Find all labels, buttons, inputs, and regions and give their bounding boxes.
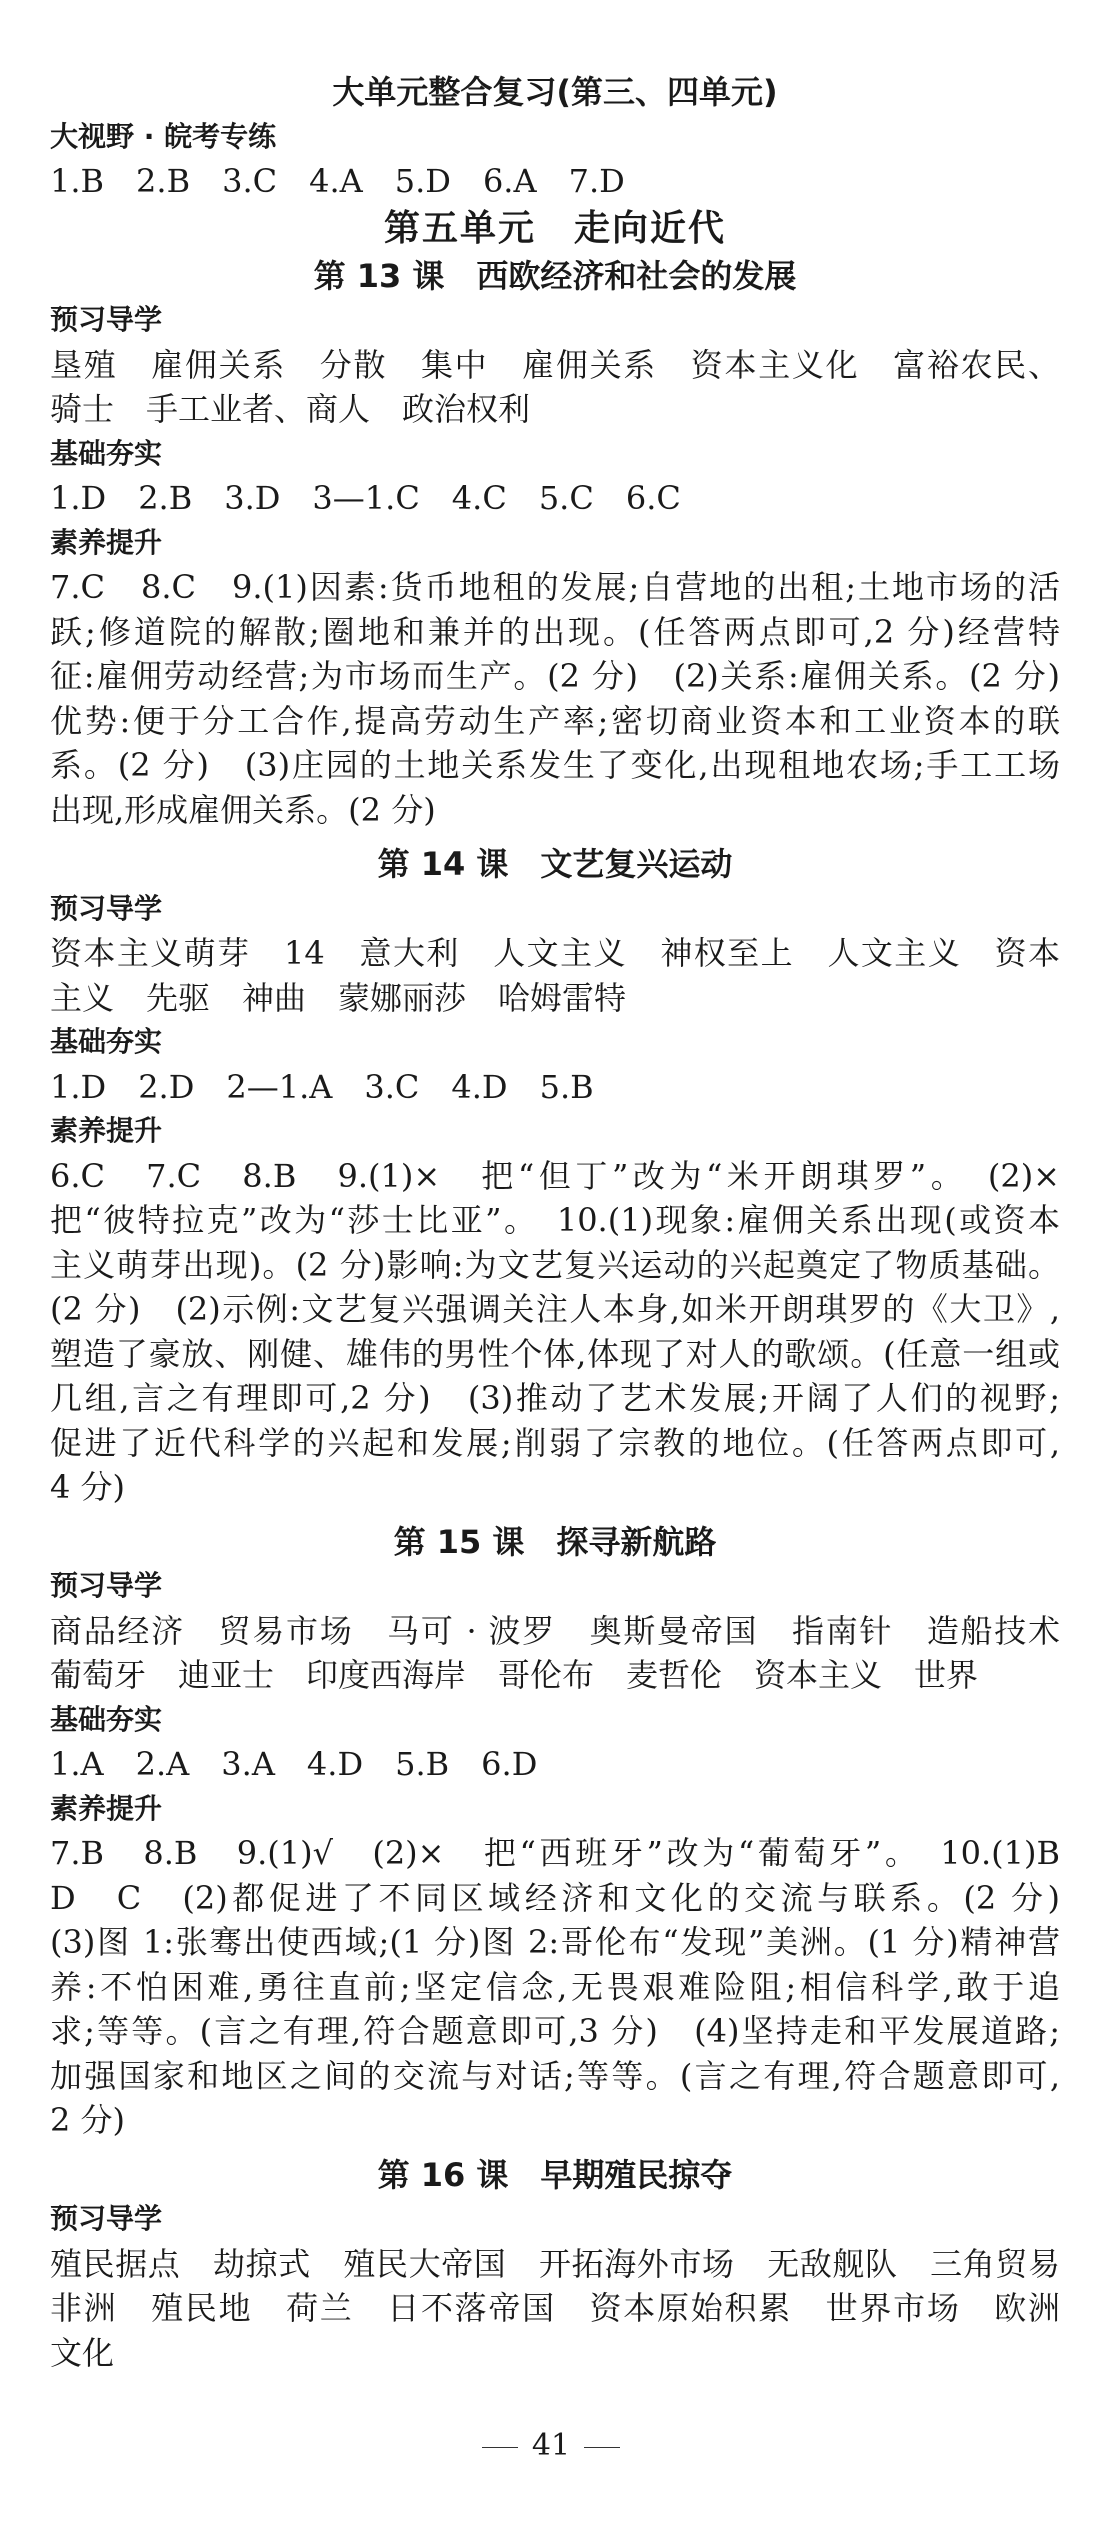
improve-line: 几组,言之有理即可,2 分) (3)推动了艺术发展;开阔了人们的视野; (50, 1379, 1060, 1417)
preview-label: 预习导学 (50, 303, 163, 336)
lessons-container (50, 254, 1060, 2376)
improve-line: 塑造了豪放、刚健、雄伟的男性个体,体现了对人的歌颂。(任意一组或 (50, 1334, 1060, 1373)
improve-label: 素养提升 (50, 1114, 163, 1147)
improve-line: 加强国家和地区之间的交流与对话;等等。(言之有理,符合题意即可, (50, 2056, 1060, 2095)
preview-line: 非洲 殖民地 荷兰 日不落帝国 资本原始积累 世界市场 欧洲 (50, 2289, 1060, 2327)
preview-line: 资本主义萌芽 14 意大利 人文主义 神权至上 人文主义 资本 (50, 934, 1060, 972)
improve-line: 主义萌芽出现)。(2 分)影响:为文艺复兴运动的兴起奠定了物质基础。 (50, 1245, 1060, 1284)
improve-label: 素养提升 (50, 525, 163, 559)
improve-line: D C (2)都促进了不同区域经济和文化的交流与联系。(2 分) (50, 1878, 1060, 1917)
preview-line: 殖民据点 劫掠式 殖民大帝国 开拓海外市场 无敌舰队 三角贸易 (50, 2244, 1060, 2283)
preview-line: 商品经济 贸易市场 马可 · 波罗 奥斯曼帝国 指南针 造船技术 (50, 1611, 1060, 1650)
review-title: 大单元整合复习(第三、四单元) (332, 73, 778, 111)
improve-line: 2 分) (50, 2101, 126, 2139)
footer-dash-right (584, 2447, 620, 2448)
basic-line: 1.D 2.D 2—1.A 3.C 4.D 5.B (50, 1067, 594, 1106)
footer-dash-left (482, 2447, 518, 2448)
lesson-title: 第 16 课 早期殖民掠夺 (377, 2155, 733, 2194)
lesson-title: 第 13 课 西欧经济和社会的发展 (313, 256, 797, 295)
improve-line: (3)图 1:张骞出使西域;(1 分)图 2:哥伦布“发现”美洲。(1 分)精神营 (50, 1923, 1060, 1961)
preview-line: 文化 (50, 2333, 115, 2372)
preview-line: 骑士 手工业者、商人 政治权利 (50, 390, 531, 428)
preview-line: 主义 先驱 神曲 蒙娜丽莎 哈姆雷特 (50, 978, 627, 1017)
preview-label: 预习导学 (50, 891, 163, 925)
basic-label: 基础夯实 (50, 1025, 163, 1058)
answer-page (50, 70, 1060, 2375)
improve-line: 跃;修道院的解散;圈地和兼并的出现。(任答两点即可,2 分)经营特 (50, 612, 1060, 651)
page-number: 41 (531, 2428, 571, 2463)
improve-line: 养:不怕困难,勇往直前;坚定信念,无畏艰难险阻;相信科学,敢于追 (50, 1967, 1060, 2006)
lesson-title: 第 15 课 探寻新航路 (393, 1522, 717, 1561)
basic-line: 1.D 2.B 3.D 3—1.C 4.C 5.C 6.C (50, 479, 681, 517)
improve-line: 优势:便于分工合作,提高劳动生产率;密切商业资本和工业资本的联 (50, 701, 1060, 740)
preview-label: 预习导学 (50, 2202, 163, 2235)
improve-line: 求;等等。(言之有理,符合题意即可,3 分) (4)坚持走和平发展道路; (50, 2012, 1060, 2050)
improve-line: 促进了近代科学的兴起和发展;削弱了宗教的地位。(任答两点即可, (50, 1423, 1060, 1462)
preview-label: 预习导学 (50, 1569, 163, 1602)
improve-label: 素养提升 (50, 1791, 163, 1825)
review-section-label: 大视野 · 皖考专练 (50, 119, 277, 153)
improve-line: (2 分) (2)示例:文艺复兴强调关注人本身,如米开朗琪罗的《大卫》, (50, 1290, 1060, 1328)
improve-line: 出现,形成雇佣关系。(2 分) (50, 790, 436, 829)
page-footer (0, 2426, 1102, 2466)
improve-line: 6.C 7.C 8.B 9.(1)× 把“但丁”改为“米开朗琪罗”。 (2)× (50, 1156, 1060, 1195)
lesson-title: 第 14 课 文艺复兴运动 (377, 845, 733, 883)
improve-line: 征:雇佣劳动经营;为市场而生产。(2 分) (2)关系:雇佣关系。(2 分) (50, 657, 1060, 695)
improve-line: 4 分) (50, 1468, 126, 1506)
basic-label: 基础夯实 (50, 1702, 163, 1736)
preview-line: 葡萄牙 迪亚士 印度西海岸 哥伦布 麦哲伦 资本主义 世界 (50, 1656, 979, 1694)
review-answers: 1.B 2.B 3.C 4.A 5.D 6.A 7.D (50, 162, 625, 200)
unit-title: 第五单元 走向近代 (383, 207, 726, 249)
improve-line: 7.C 8.C 9.(1)因素:货币地租的发展;自营地的出租;土地市场的活 (50, 568, 1060, 606)
preview-line: 垦殖 雇佣关系 分散 集中 雇佣关系 资本主义化 富裕农民、 (50, 345, 1060, 384)
basic-line: 1.A 2.A 3.A 4.D 5.B 6.D (50, 1745, 538, 1783)
improve-line: 7.B 8.B 9.(1)√ (2)× 把“西班牙”改为“葡萄牙”。 10.(1)B (50, 1834, 1060, 1872)
basic-label: 基础夯实 (50, 436, 163, 470)
improve-line: 系。(2 分) (3)庄园的土地关系发生了变化,出现租地农场;手工工场 (50, 746, 1060, 784)
improve-line: 把“彼特拉克”改为“莎士比亚”。 10.(1)现象:雇佣关系出现(或资本 (50, 1201, 1060, 1239)
